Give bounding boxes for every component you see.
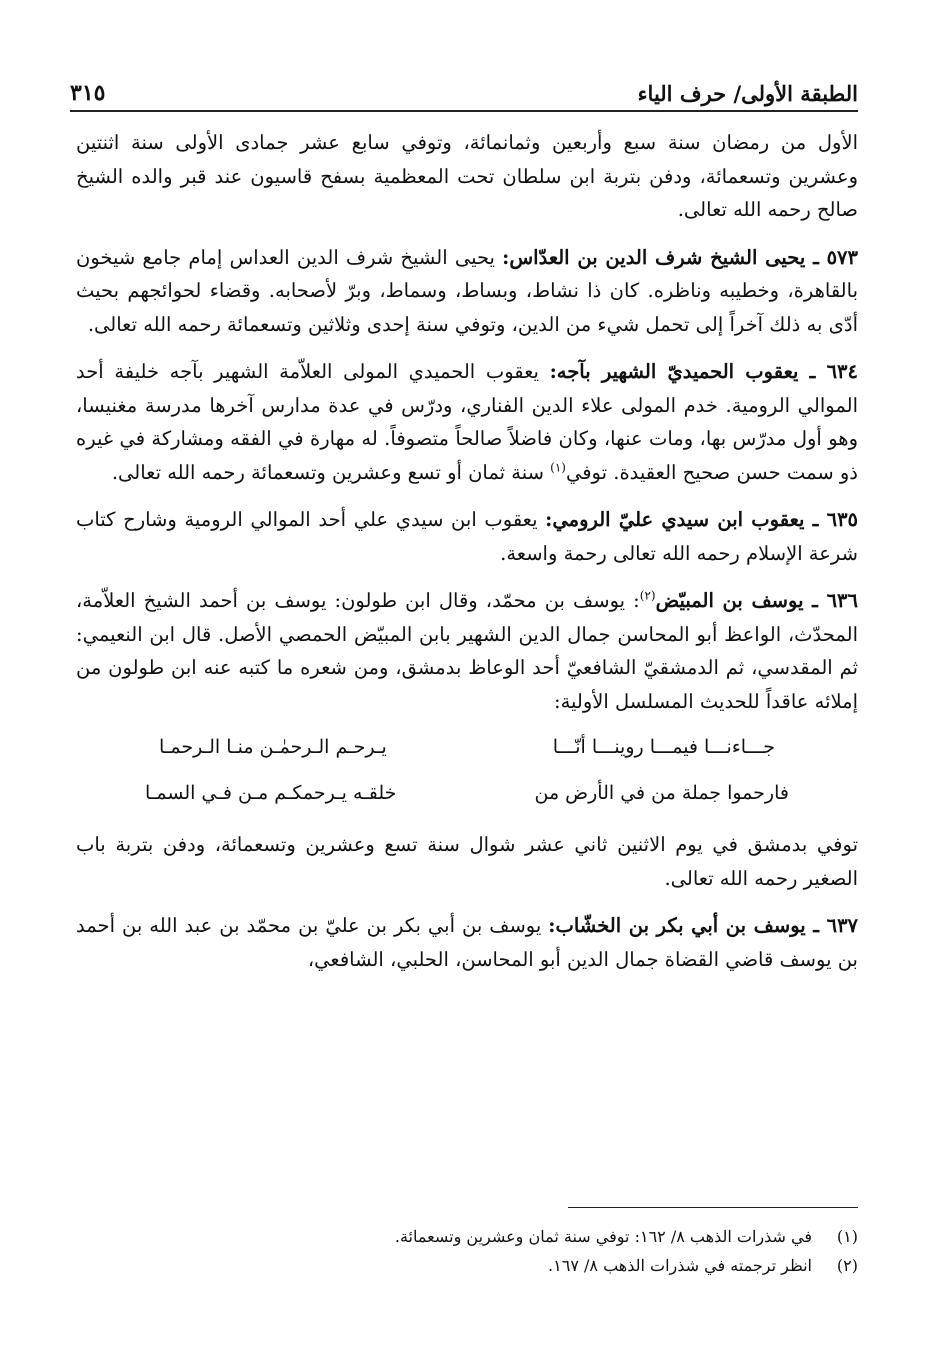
entry-634 <box>76 355 858 489</box>
entry-573 <box>76 241 858 342</box>
paragraph-text: توفي بدمشق في يوم الاثنين ثاني عشر شوال سنة تسع وعشرين وتسعمائة، ودفن بتربة باب الصغير رحمه الله تعالى. <box>76 833 858 890</box>
footnote-1 <box>120 1222 858 1251</box>
main-text <box>76 126 858 990</box>
footnote-divider <box>568 1207 858 1208</box>
poem-verse <box>76 724 858 770</box>
footnote-ref-1[interactable]: (١) <box>550 460 566 474</box>
death-note <box>76 828 858 895</box>
entry-heading: ٦٣٤ ـ يعقوب الحميديّ الشهير بآجه: <box>549 360 858 383</box>
footnote-text: في شذرات الذهب ٨/ ١٦٢: توفي سنة ثمان وعشرين وتسعمائة. <box>394 1227 812 1246</box>
hemistich-second: خلقـه يـرحمكـم مـن فـي السمـا <box>145 782 397 804</box>
entry-text: يعقوب ابن سيدي علي أحد الموالي الرومية وشارح كتاب شرعة الإسلام رحمه الله تعالى رحمة واسعة. <box>76 508 858 565</box>
entry-text: يحيى الشيخ شرف الدين العداس إمام جامع شيخون بالقاهرة، وخطيبه وناظره. كان ذا نشاط، وبساط، وسماط، وبرّ لأصحابه. وقضاء لحوائجهم بحيث أدّى به ذلك آخراً إلى تحمل شيء من الدين، وتوفي سنة إحدى وثلاثين وتسعمائة رحمه الله تعالى. <box>76 245 858 336</box>
hemistich-second: يـرحـم الـرحمٰـن منـا الـرحمـا <box>159 736 387 758</box>
footnote-text: انظر ترجمته في شذرات الذهب ٨/ ١٦٧. <box>548 1256 812 1275</box>
entry-text: : يوسف بن محمّد، وقال ابن طولون: يوسف بن أحمد الشيخ العلاّمة، المحدّث، الواعظ أبو المحاسن جمال الدين الشهير بابن المبيّض الحمصي الأصل. قال ابن النعيمي: ثم المقدسي، ثم الدمشقيّ الشافعيّ أحد الوعاظ بدمشق، ومن شعره ما كتبه عنه ابن طولون من إملائه عاقداً للحديث المسلسل الأولية: <box>76 589 858 713</box>
entry-636 <box>76 584 858 718</box>
entry-heading: ٦٣٥ ـ يعقوب ابن سيدي عليّ الرومي: <box>545 508 859 531</box>
running-title: الطبقة الأولى/ حرف الياء <box>637 81 858 106</box>
entry-text: يوسف بن أبي بكر بن عليّ بن محمّد بن عبد الله بن أحمد بن يوسف قاضي القضاة جمال الدين أبو المحاسن، الحلبي، الشافعي، <box>76 914 858 971</box>
entry-text-cont: سنة ثمان أو تسع وعشرين وتسعمائة رحمه الله تعالى. <box>111 460 551 484</box>
entry-heading: ٦٣٦ ـ يوسف بن المبيّض <box>655 589 858 612</box>
page-number: ٣١٥ <box>70 80 106 106</box>
entry-635 <box>76 503 858 570</box>
page-header <box>70 66 858 112</box>
hemistich-first: جـــاءنـــا فيمـــا روينـــا أنّـــا <box>552 736 776 758</box>
paragraph-continuation <box>76 126 858 227</box>
entry-637 <box>76 909 858 976</box>
poem-verse <box>76 770 858 816</box>
footnote-number: (٢) <box>836 1256 858 1275</box>
footnote-2 <box>120 1251 858 1280</box>
footnotes <box>120 1222 858 1280</box>
hemistich-first: فارحموا جملة من في الأرض من <box>534 782 789 804</box>
footnote-number: (١) <box>836 1227 858 1246</box>
paragraph-text: الأول من رمضان سنة سبع وأربعين وثمانمائة، وتوفي سابع عشر جمادى الأولى سنة اثنتين وعشرين وتسعمائة، ودفن بتربة ابن سلطان تحت المعظمية بسفح قاسيون عند قبر والده الشيخ صالح رحمه الله تعالى. <box>76 131 858 221</box>
poem <box>76 724 858 816</box>
entry-text: يعقوب الحميدي المولى العلاّمة الشهير بآجه خليفة أحد الموالي الرومية. خدم المولى علاء الدين الفناري، ودرّس في عدة مدارس آخرها مدرسة مغنيسا، وهو أول مدرّس بها، ومات عنها، وكان فاضلاً صالحاً متصوفاً. له مهارة في الفقه ومشاركة في غيره ذو سمت حسن صحيح العقيدة. توفي <box>76 360 858 484</box>
entry-heading: ٥٧٣ ـ يحيى الشيخ شرف الدين بن العدّاس: <box>502 245 858 269</box>
footnote-ref-2[interactable]: (٢) <box>639 588 656 603</box>
entry-heading: ٦٣٧ ـ يوسف بن أبي بكر بن الخشّاب: <box>548 914 859 937</box>
